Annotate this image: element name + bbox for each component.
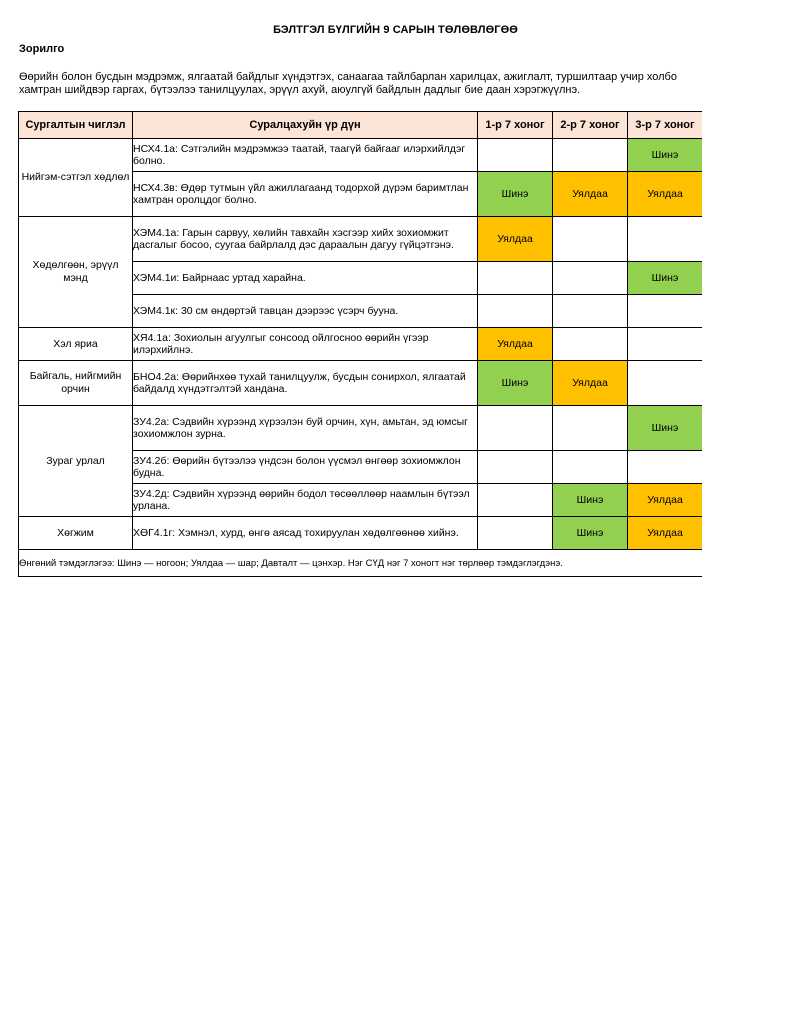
plan-table xyxy=(18,111,702,577)
area-language: Хэл яриа xyxy=(19,328,133,361)
week-cell xyxy=(478,295,553,328)
week-cell: Шинэ xyxy=(553,484,628,517)
week-cell xyxy=(478,484,553,517)
week-cell xyxy=(553,217,628,262)
table-row xyxy=(19,217,703,262)
week-cell xyxy=(478,262,553,295)
week-cell: Шинэ xyxy=(478,172,553,217)
week-cell: Уялдаа xyxy=(628,172,703,217)
week-cell: Шинэ xyxy=(478,361,553,406)
outcome-cell: ЗУ4.2б: Өөрийн бүтээлээ үндсэн болон үүсмэл өнгөөр зохиомжлон будна. xyxy=(133,451,478,484)
outcome-cell: ХЭМ4.1и: Байрнаас уртад харайна. xyxy=(133,262,478,295)
header-week-3: 3-р 7 хоног xyxy=(628,112,703,139)
goal-text xyxy=(19,71,702,97)
header-outcome: Суралцахуйн үр дүн xyxy=(133,112,478,139)
outcome-cell: ХЭМ4.1к: 30 см өндөртэй тавцан дээрээс үсэрч бууна. xyxy=(133,295,478,328)
area-music: Хөгжим xyxy=(19,517,133,550)
color-legend-note: Өнгөний тэмдэглэгээ: Шинэ — ногоон; Уялдаа — шар; Давталт — цэнхэр. Нэг СҮД нэг 7 хоногт нэг төрлөөр тэмдэглэгдэнэ. xyxy=(19,550,703,577)
week-cell xyxy=(553,262,628,295)
week-cell: Уялдаа xyxy=(478,328,553,361)
week-cell xyxy=(628,451,703,484)
outcome-cell: НСХ4.3в: Өдөр тутмын үйл ажиллагаанд тодорхой дүрэм баримтлан хамтран оролцдог болно. xyxy=(133,172,478,217)
week-cell: Шинэ xyxy=(628,139,703,172)
table-header-row xyxy=(19,112,703,139)
week-cell xyxy=(553,295,628,328)
table-row xyxy=(19,406,703,451)
goal-heading: Зорилго xyxy=(19,43,65,55)
week-cell: Уялдаа xyxy=(553,172,628,217)
outcome-cell: НСХ4.1а: Сэтгэлийн мэдрэмжээ таатай, таагүй байгааг илэрхийлдэг болно. xyxy=(133,139,478,172)
table-row xyxy=(19,139,703,172)
table-row xyxy=(19,361,703,406)
outcome-cell: БНО4.2а: Өөрийнхөө тухай танилцуулж, бусдын сонирхол, ялгаатай байдалд хүндэтгэлтэй хандана. xyxy=(133,361,478,406)
week-cell xyxy=(478,517,553,550)
week-cell xyxy=(478,406,553,451)
week-cell xyxy=(628,328,703,361)
week-cell xyxy=(553,139,628,172)
table-row xyxy=(19,328,703,361)
outcome-cell: ЗУ4.2а: Сэдвийн хүрээнд хүрээлэн буй орчин, хүн, амьтан, эд юмсыг зохиомжлон зурна. xyxy=(133,406,478,451)
area-movement-health: Хөдөлгөөн, эрүүл мэнд xyxy=(19,217,133,328)
table-note-row xyxy=(19,550,703,577)
goal-text-line: Өөрийн болон бусдын мэдрэмж, ялгаатай байдлыг хүндэтгэх, санаагаа тайлбарлан харилцах, ажиглалт, туршилтаар учир холбо xyxy=(19,71,677,83)
page-title: БЭЛТГЭЛ БҮЛГИЙН 9 САРЫН ТӨЛӨВЛӨГӨӨ xyxy=(273,24,518,36)
week-cell: Шинэ xyxy=(628,262,703,295)
outcome-cell: ХЭМ4.1а: Гарын сарвуу, хөлийн тавхайн хэсгээр хийх зохиомжит дасгалыг босоо, суугаа байрлалд дэс дараалын дагуу гүйцэтгэнэ. xyxy=(133,217,478,262)
week-cell xyxy=(628,361,703,406)
header-week-2: 2-р 7 хоног xyxy=(553,112,628,139)
week-cell: Уялдаа xyxy=(628,517,703,550)
goal-text-line: хамтран шийдвэр гаргах, бүтээлээ танилцуулах, эрүүл ахуй, аюулгүй байдлын дадлыг бие даан хэрэгжүүлнэ. xyxy=(19,84,581,96)
week-cell xyxy=(478,139,553,172)
header-area: Сургалтын чиглэл xyxy=(19,112,133,139)
week-cell: Шинэ xyxy=(553,517,628,550)
week-cell xyxy=(628,295,703,328)
week-cell: Шинэ xyxy=(628,406,703,451)
plan-table-container xyxy=(18,111,702,577)
week-cell: Уялдаа xyxy=(628,484,703,517)
header-week-1: 1-р 7 хоног xyxy=(478,112,553,139)
week-cell xyxy=(478,451,553,484)
outcome-cell: ХӨГ4.1г: Хэмнэл, хурд, өнгө аясад тохируулан хөдөлгөөнөө хийнэ. xyxy=(133,517,478,550)
outcome-cell: ХЯ4.1а: Зохиолын агуулгыг сонсоод ойлгосноо өөрийн үгээр илэрхийлнэ. xyxy=(133,328,478,361)
week-cell xyxy=(553,328,628,361)
table-row xyxy=(19,517,703,550)
week-cell xyxy=(628,217,703,262)
week-cell: Уялдаа xyxy=(553,361,628,406)
area-social-emotional: Нийгэм-сэтгэл хөдлөл xyxy=(19,139,133,217)
outcome-cell: ЗУ4.2д: Сэдвийн хүрээнд өөрийн бодол төсөөллөөр наамлын бүтээл урлана. xyxy=(133,484,478,517)
week-cell: Уялдаа xyxy=(478,217,553,262)
week-cell xyxy=(553,451,628,484)
area-visual-art: Зураг урлал xyxy=(19,406,133,517)
area-nature-society: Байгаль, нийгмийн орчин xyxy=(19,361,133,406)
week-cell xyxy=(553,406,628,451)
